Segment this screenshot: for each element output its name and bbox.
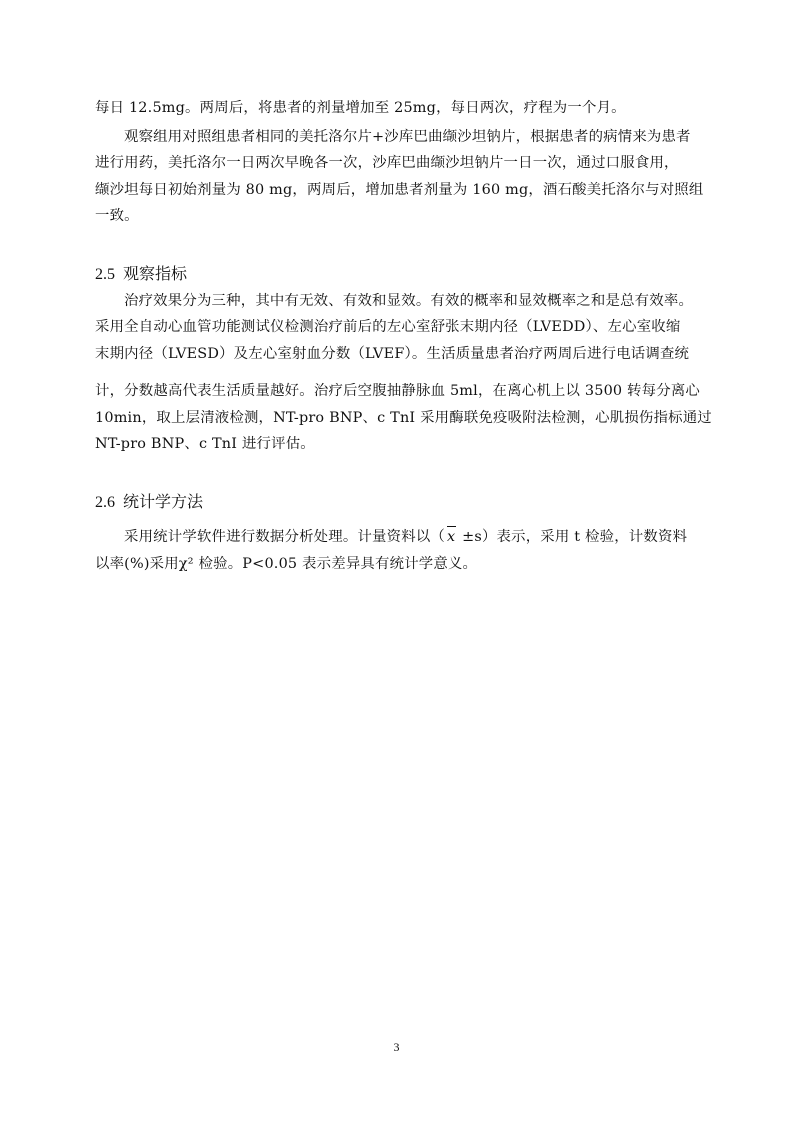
paragraph-text-line: 观察组用对照组患者相同的美托洛尔片+沙库巴曲缬沙坦钠片，根据患者的病情来为患者 [124,129,691,145]
page-number: 3 [393,1040,400,1054]
paragraph-text-line: NT-pro BNP、c TnI 进行评估。 [95,436,315,452]
paragraph-text-line: 末期内径（LVESD）及左心室射血分数（LVEF）。生活质量患者治疗两周后进行电话调查统 [95,346,690,362]
paragraph-text-line: 治疗效果分为三种，其中有无效、有效和显效。有效的概率和显效概率之和是总有效率。 [124,293,694,309]
paragraph-text-line: 计，分数越高代表生活质量越好。治疗后空腹抽静脉血 5ml，在离心机上以 3500 转每分离心 [95,383,701,399]
text-segment: ±s）表示，采用 t 检验，计数资料 [457,529,688,545]
section-number: 2.5 [95,266,115,283]
paragraph-text-line: 采用全自动心血管功能测试仪检测治疗前后的左心室舒张末期内径（LVEDD）、左心室收缩 [95,319,681,335]
section-heading-2-6 [95,491,203,514]
section-number: 2.6 [95,494,115,511]
section-heading-2-5 [95,263,187,286]
paragraph-text-line: 每日 12.5mg。两周后，将患者的剂量增加至 25mg，每日两次，疗程为一个月。 [95,100,626,116]
paragraph-text-line [124,527,687,547]
paragraph-text-line: 以率(%)采用χ² 检验。P<0.05 表示差异具有统计学意义。 [95,556,478,572]
mean-x-bar-symbol: x [447,529,456,545]
paragraph-text-line: 一致。 [95,208,139,224]
paragraph-text-line: 缬沙坦每日初始剂量为 80 mg，两周后，增加患者剂量为 160 mg，酒石酸美托洛尔与对照组 [95,182,704,198]
paragraph-text-line: 10min，取上层清液检测，NT-pro BNP、c TnI 采用酶联免疫吸附法检测，心肌损伤指标通过 [95,410,712,426]
paragraph-text-line: 进行用药，美托洛尔一日两次早晚各一次，沙库巴曲缬沙坦钠片一日一次，通过口服食用， [95,155,679,171]
section-title: 观察指标 [123,264,188,283]
text-segment: 采用统计学软件进行数据分析处理。计量资料以（ [124,529,445,545]
section-title: 统计学方法 [123,492,204,511]
